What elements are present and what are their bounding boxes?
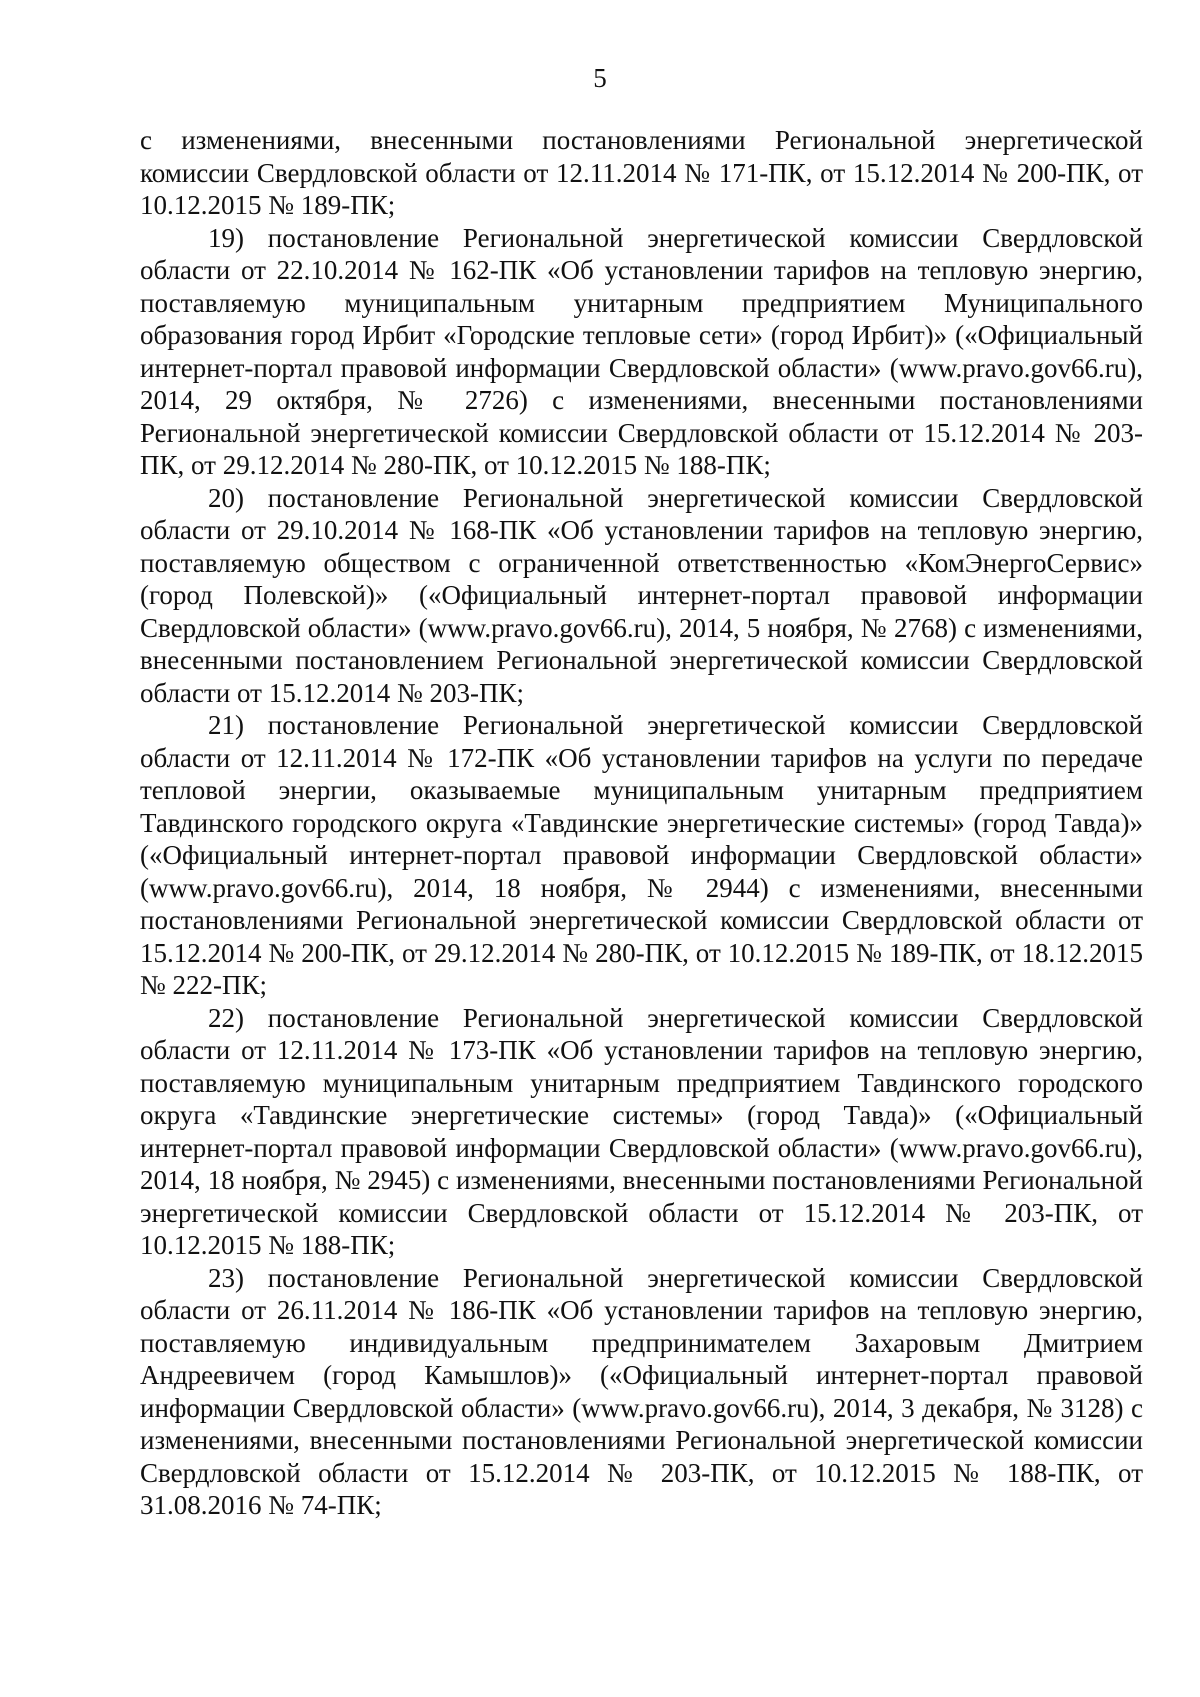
paragraph-item-20: 20) постановление Региональной энергетической комиссии Свердловской области от 29.10.2014 № 168-ПК «Об установлении тарифов на тепловую энергию, поставляемую обществом с ограниченной ответственностью «КомЭнергоСервис» (город Полевской)» («Официальный интернет-портал правовой информации Свердловской области» (www.pravo.gov66.ru), 2014, 5 ноября, № 2768) с изменениями, внесенными постановлением Региональной энергетической комиссии Свердловской области от 15.12.2014 № 203-ПК; <box>140 482 1143 708</box>
paragraph-item-22: 22) постановление Региональной энергетической комиссии Свердловской области от 12.11.2014 № 173-ПК «Об установлении тарифов на тепловую энергию, поставляемую муниципальным унитарным предприятием Тавдинского городского округа «Тавдинские энергетические системы» (город Тавда)» («Официальный интернет-портал правовой информации Свердловской области» (www.pravo.gov66.ru), 2014, 18 ноября, № 2945) с изменениями, внесенными постановлениями Региональной энергетической комиссии Свердловской области от 15.12.2014 № 203-ПК, от 10.12.2015 № 188-ПК; <box>140 1002 1143 1260</box>
paragraph-item-19: 19) постановление Региональной энергетической комиссии Свердловской области от 22.10.2014 № 162-ПК «Об установлении тарифов на тепловую энергию, поставляемую муниципальным унитарным предприятием Муниципального образования город Ирбит «Городские тепловые сети» (город Ирбит)» («Официальный интернет-портал правовой информации Свердловской области» (www.pravo.gov66.ru), 2014, 29 октября, № 2726) с изменениями, внесенными постановлениями Региональной энергетической комиссии Свердловской области от 15.12.2014 № 203-ПК, от 29.12.2014 № 280-ПК, от 10.12.2015 № 188-ПК; <box>140 222 1143 480</box>
paragraph-continuation: с изменениями, внесенными постановлениями Региональной энергетической комиссии Свердловской области от 12.11.2014 № 171-ПК, от 15.12.2014 № 200-ПК, от 10.12.2015 № 189-ПК; <box>140 125 1143 220</box>
paragraph-item-21: 21) постановление Региональной энергетической комиссии Свердловской области от 12.11.2014 № 172-ПК «Об установлении тарифов на услуги по передаче тепловой энергии, оказываемые муниципальным унитарным предприятием Тавдинского городского округа «Тавдинские энергетические системы» (город Тавда)» («Официальный интернет-портал правовой информации Свердловской области» (www.pravo.gov66.ru), 2014, 18 ноября, № 2944) с изменениями, внесенными постановлениями Региональной энергетической комиссии Свердловской области от 15.12.2014 № 200-ПК, от 29.12.2014 № 280-ПК, от 10.12.2015 № 189-ПК, от 18.12.2015 № 222-ПК; <box>140 710 1143 1000</box>
page-number: 5 <box>593 63 607 93</box>
paragraph-item-23: 23) постановление Региональной энергетической комиссии Свердловской области от 26.11.2014 № 186-ПК «Об установлении тарифов на тепловую энергию, поставляемую индивидуальным предпринимателем Захаровым Дмитрием Андреевичем (город Камышлов)» («Официальный интернет-портал правовой информации Свердловской области» (www.pravo.gov66.ru), 2014, 3 декабря, № 3128) с изменениями, внесенными постановлениями Региональной энергетической комиссии Свердловской области от 15.12.2014 № 203-ПК, от 10.12.2015 № 188-ПК, от 31.08.2016 № 74-ПК; <box>140 1262 1143 1520</box>
document-body <box>140 124 1143 1522</box>
